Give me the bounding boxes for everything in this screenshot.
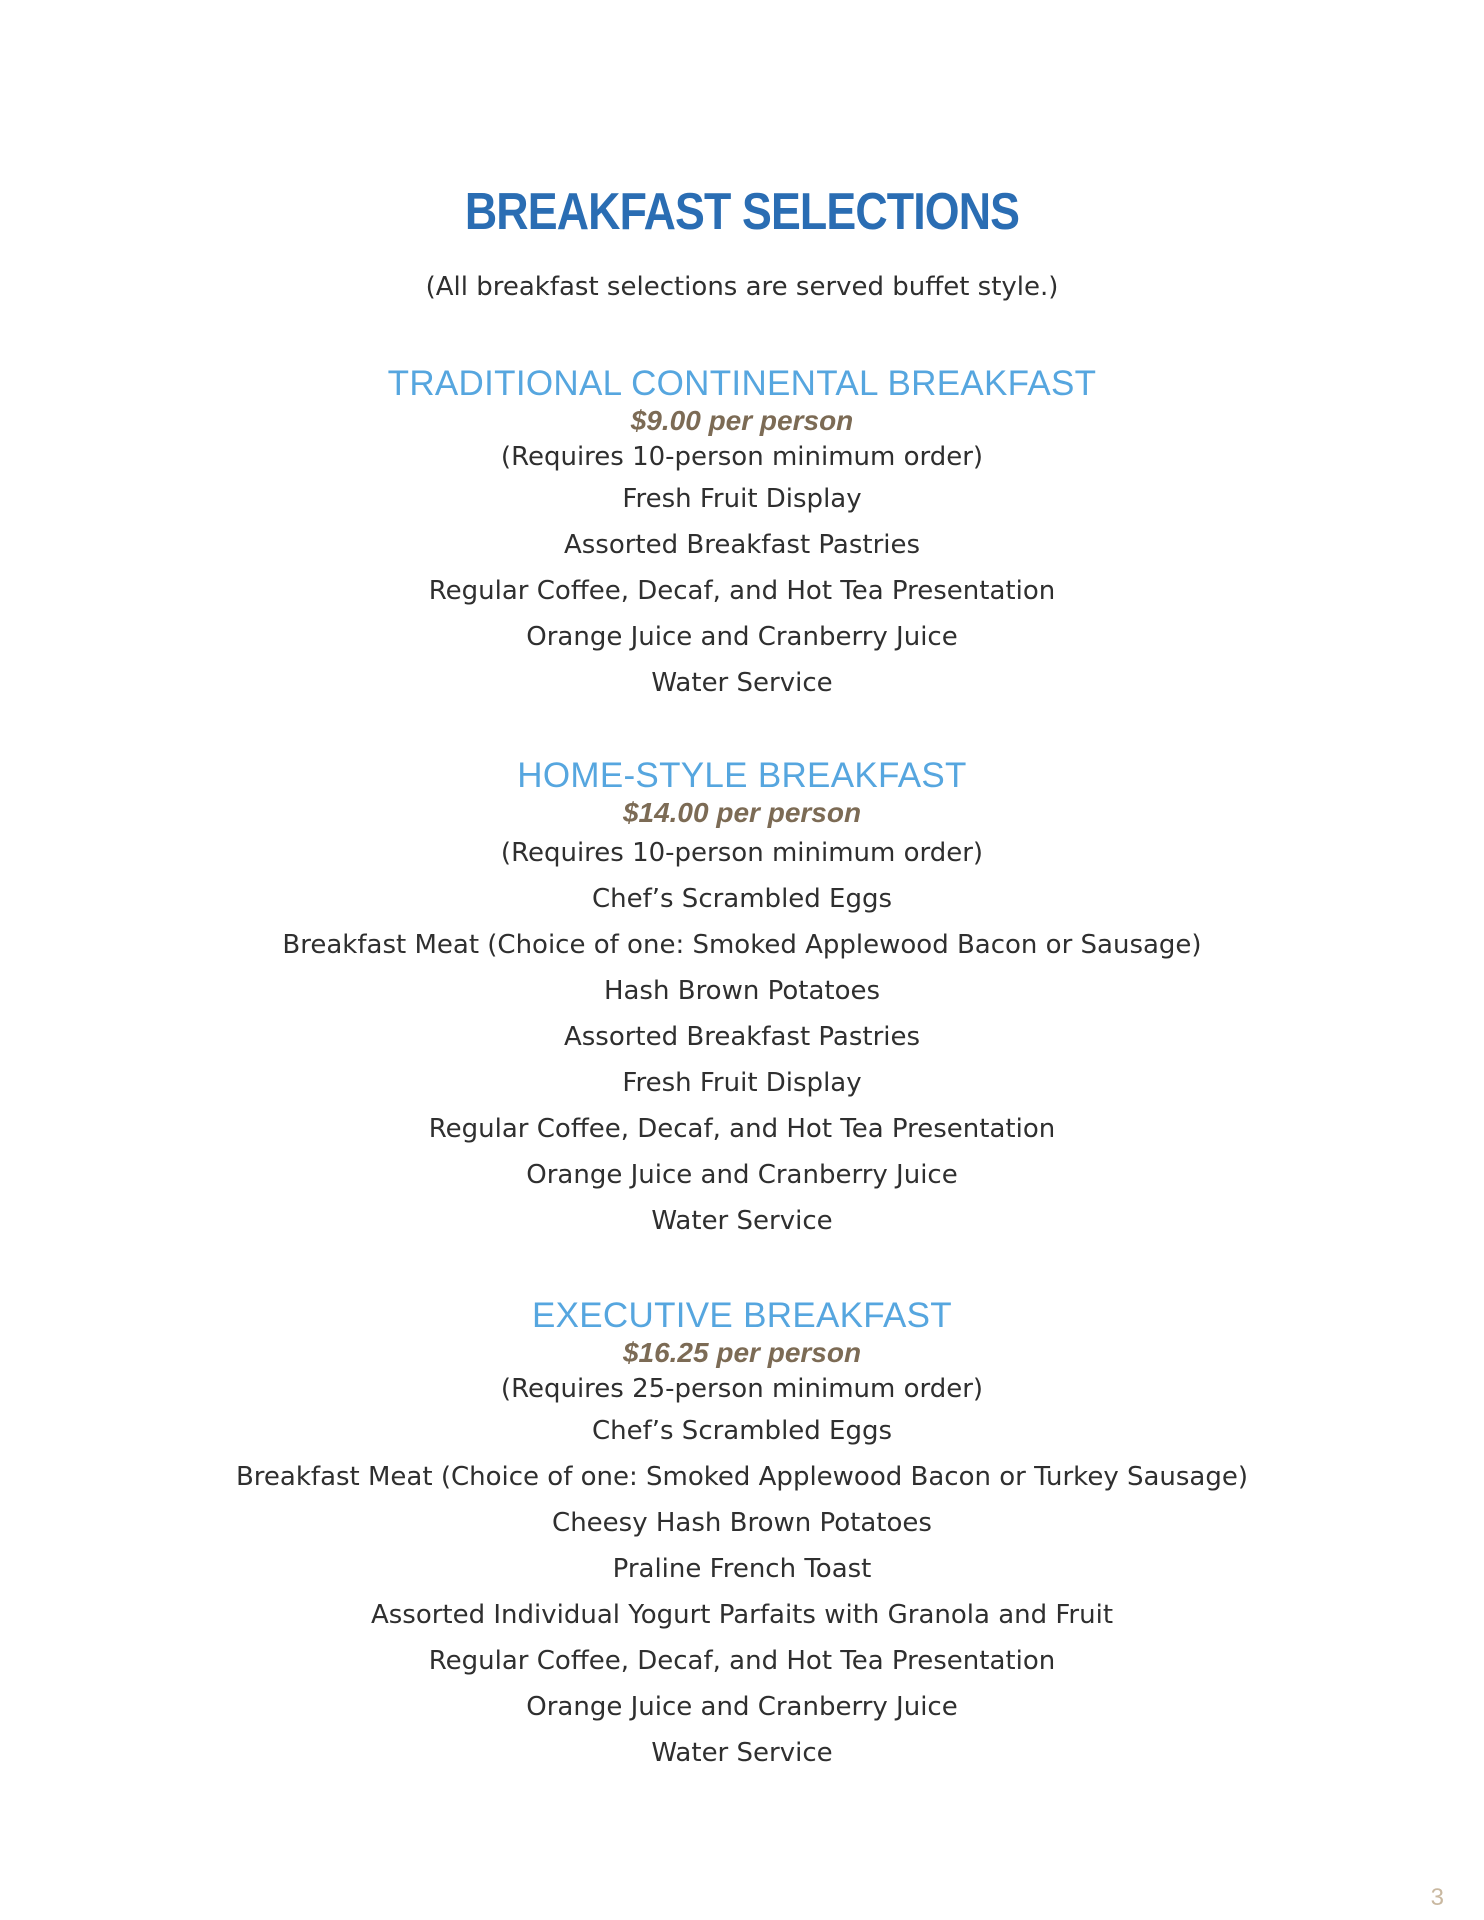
menu-item: Chef’s Scrambled Eggs: [591, 1416, 893, 1446]
menu-item: Orange Juice and Cranberry Juice: [526, 1692, 958, 1722]
menu-item: Orange Juice and Cranberry Juice: [526, 1160, 958, 1190]
section-price: $14.00 per person: [622, 797, 862, 828]
menu-item: Chef’s Scrambled Eggs: [591, 884, 893, 914]
section-heading: EXECUTIVE BREAKFAST: [532, 1296, 952, 1335]
menu-item: Water Service: [651, 1738, 833, 1768]
menu-item: Fresh Fruit Display: [622, 484, 862, 514]
menu-item: Assorted Breakfast Pastries: [563, 530, 921, 560]
menu-item: Regular Coffee, Decaf, and Hot Tea Presentation: [428, 1646, 1056, 1676]
section-executive: [0, 1296, 1484, 1776]
section-price: $16.25 per person: [622, 1337, 862, 1368]
menu-item: Water Service: [651, 1206, 833, 1236]
menu-item: Breakfast Meat (Choice of one: Smoked Applewood Bacon or Sausage): [282, 930, 1202, 960]
section-traditional-continental: [0, 364, 1484, 706]
menu-item: Breakfast Meat (Choice of one: Smoked Applewood Bacon or Turkey Sausage): [235, 1462, 1249, 1492]
minimum-order-note: (Requires 10-person minimum order): [500, 838, 984, 868]
section-heading: TRADITIONAL CONTINENTAL BREAKFAST: [387, 364, 1097, 403]
menu-item: Fresh Fruit Display: [622, 1068, 862, 1098]
section-home-style: [0, 756, 1484, 1244]
section-heading: HOME-STYLE BREAKFAST: [517, 756, 967, 795]
menu-item: Regular Coffee, Decaf, and Hot Tea Presentation: [428, 1114, 1056, 1144]
page-subtitle: (All breakfast selections are served buffet style.): [425, 272, 1059, 302]
menu-item: Water Service: [651, 668, 833, 698]
menu-item: Orange Juice and Cranberry Juice: [526, 622, 958, 652]
minimum-order-note: (Requires 10-person minimum order): [500, 442, 984, 472]
menu-item: Praline French Toast: [612, 1554, 872, 1584]
section-price: $9.00 per person: [630, 405, 854, 436]
page-number: 3: [1430, 1884, 1444, 1911]
page-title: BREAKFAST SELECTIONS: [464, 183, 1020, 241]
menu-item: Regular Coffee, Decaf, and Hot Tea Presentation: [428, 576, 1056, 606]
menu-item: Hash Brown Potatoes: [603, 976, 881, 1006]
menu-item: Assorted Individual Yogurt Parfaits with Granola and Fruit: [370, 1600, 1114, 1630]
menu-item: Cheesy Hash Brown Potatoes: [552, 1508, 932, 1538]
minimum-order-note: (Requires 25-person minimum order): [500, 1374, 984, 1404]
menu-item: Assorted Breakfast Pastries: [563, 1022, 921, 1052]
